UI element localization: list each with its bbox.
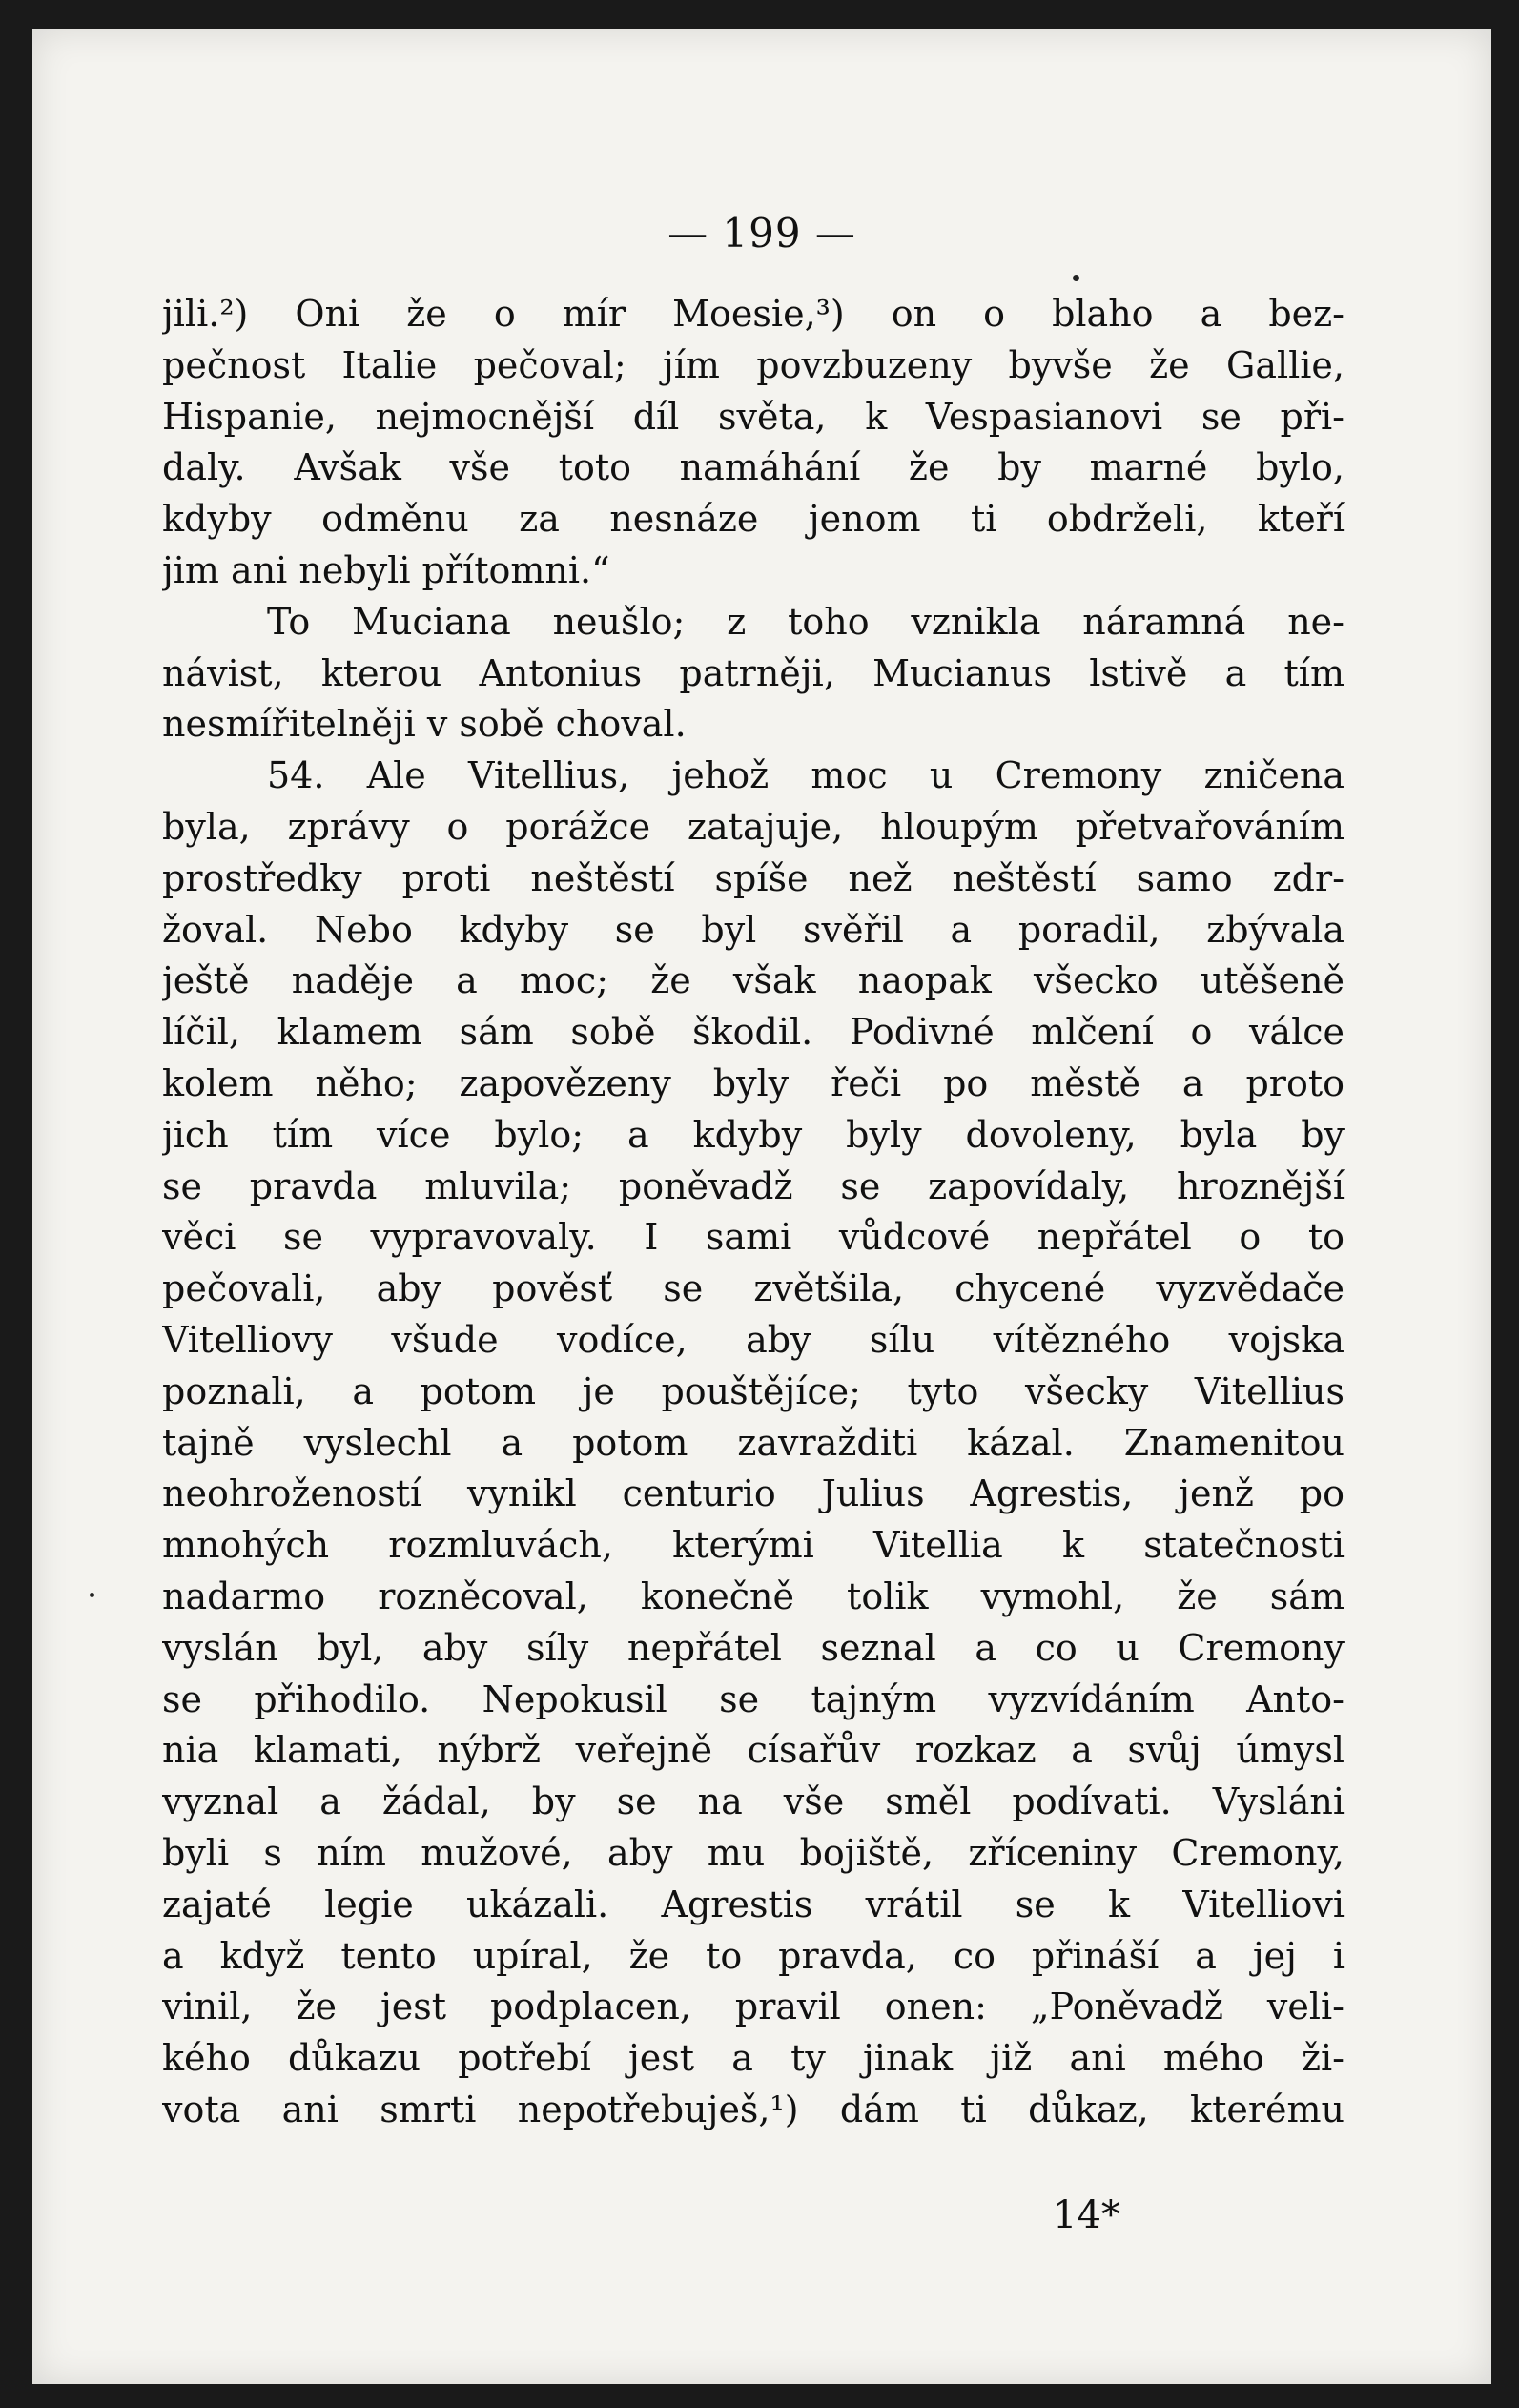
text-line: vyslán byl, aby síly nepřátel seznal a co u Cremony bbox=[162, 1626, 1345, 1669]
text-line: líčil, klamem sám sobě škodil. Podivné mlčení o válce bbox=[162, 1011, 1345, 1054]
text-line: 54. Ale Vitellius, jehož moc u Cremony zničena bbox=[267, 754, 1345, 797]
text-line: zajaté legie ukázali. Agrestis vrátil se k Vitelliovi bbox=[162, 1883, 1345, 1925]
page-number: — 199 — bbox=[667, 210, 856, 257]
text-line: Hispanie, nejmocnější díl světa, k Vespasianovi se při- bbox=[162, 395, 1345, 438]
text-line: Vitelliovy všude vodíce, aby sílu vítězného vojska bbox=[162, 1318, 1345, 1361]
text-line: nadarmo rozněcoval, konečně tolik vymohl, že sám bbox=[162, 1574, 1345, 1617]
text-line: vota ani smrti nepotřebuješ,¹) dám ti důkaz, kterému bbox=[162, 2088, 1345, 2130]
text-line: tajně vyslechl a potom zavražditi kázal. Znamenitou bbox=[162, 1421, 1345, 1464]
text-line: kdyby odměnu za nesnáze jenom ti obdrželi, kteří bbox=[162, 498, 1345, 541]
signature-mark: 14* bbox=[1053, 2193, 1120, 2237]
text-line: To Muciana neušlo; z toho vznikla náramná ne- bbox=[267, 600, 1345, 643]
text-line: jim ani nebyli přítomni.“ bbox=[162, 548, 610, 591]
text-line: poznali, a potom je pouštějíce; tyto všecky Vitellius bbox=[162, 1369, 1345, 1412]
text-line: věci se vypravovaly. I sami vůdcové nepřátel o to bbox=[162, 1216, 1345, 1259]
text-line: daly. Avšak vše toto namáhání že by marné bylo, bbox=[162, 446, 1345, 489]
text-line: pečovali, aby pověsť se zvětšila, chycené vyzvědače bbox=[162, 1267, 1345, 1310]
text-line: vyznal a žádal, by se na vše směl podívati. Vysláni bbox=[162, 1780, 1345, 1823]
body-text bbox=[162, 289, 1345, 2136]
text-line: nesmířitelněji v sobě choval. bbox=[162, 703, 687, 746]
text-line: se pravda mluvila; poněvadž se zapovídaly, hroznější bbox=[162, 1164, 1345, 1207]
text-line: se přihodilo. Nepokusil se tajným vyzvídáním Anto- bbox=[162, 1677, 1345, 1720]
text-line: byla, zprávy o porážce zatajuje, hloupým přetvařováním bbox=[162, 805, 1345, 848]
text-line: pečnost Italie pečoval; jím povzbuzeny byvše že Gallie, bbox=[162, 343, 1345, 386]
text-line: a když tento upíral, že to pravda, co přináší a jej i bbox=[162, 1934, 1345, 1977]
ink-speck bbox=[1073, 275, 1079, 281]
text-line: mnohých rozmluvách, kterými Vitellia k statečnosti bbox=[162, 1524, 1345, 1567]
text-line: byli s ním mužové, aby mu bojiště, zříceniny Cremony, bbox=[162, 1831, 1345, 1874]
text-line: jili.²) Oni že o mír Moesie,³) on o blaho a bez- bbox=[162, 293, 1345, 335]
text-line: vinil, že jest podplacen, pravil onen: „Poněvadž veli- bbox=[162, 1986, 1345, 2028]
text-line: žoval. Nebo kdyby se byl svěřil a poradil, zbývala bbox=[162, 908, 1345, 951]
text-line: jich tím více bylo; a kdyby byly dovoleny, byla by bbox=[162, 1113, 1345, 1156]
text-line: prostředky proti neštěstí spíše než neštěstí samo zdr- bbox=[162, 856, 1345, 899]
text-line: neohrožeností vynikl centurio Julius Agrestis, jenž po bbox=[162, 1472, 1345, 1515]
text-line: kého důkazu potřebí jest a ty jinak již ani mého ži- bbox=[162, 2037, 1345, 2080]
text-line: kolem něho; zapovězeny byly řeči po městě a proto bbox=[162, 1061, 1345, 1104]
text-line: návist, kterou Antonius patrněji, Mucianus lstivě a tím bbox=[162, 651, 1345, 694]
ink-speck bbox=[90, 1593, 94, 1597]
text-line: nia klamati, nýbrž veřejně císařův rozkaz a svůj úmysl bbox=[162, 1729, 1345, 1772]
text-line: ještě naděje a moc; že však naopak všecko utěšeně bbox=[162, 959, 1345, 1002]
book-page bbox=[32, 29, 1491, 2384]
